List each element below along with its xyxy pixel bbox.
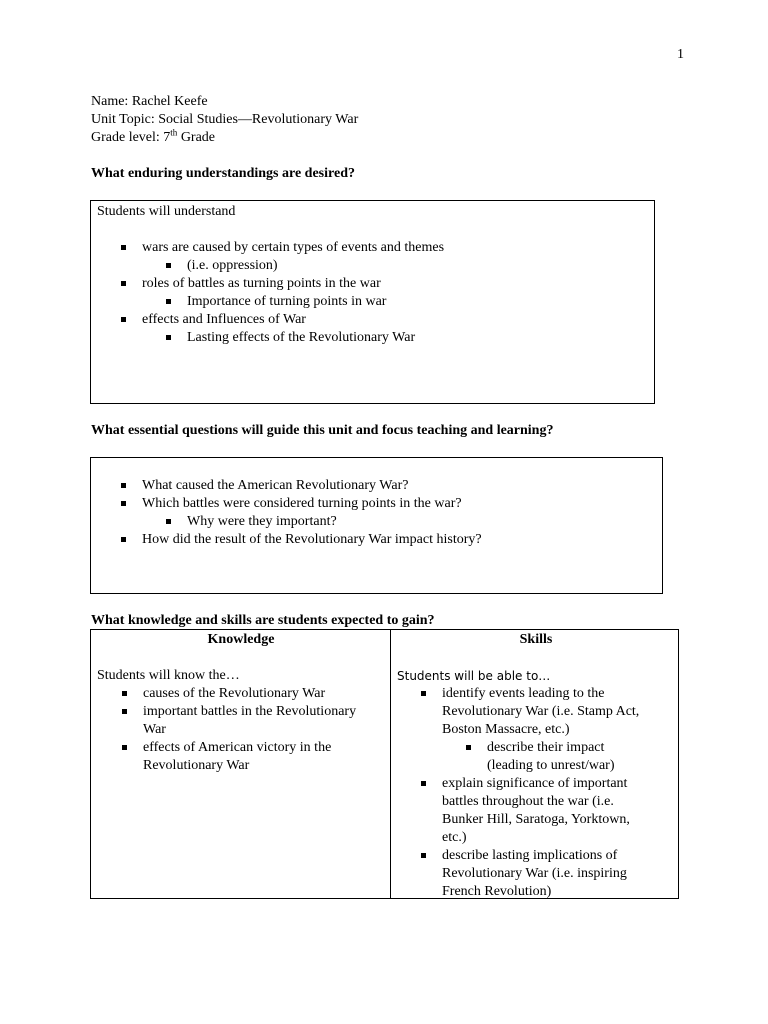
list-item: explain significance of important battles throughout the war (i.e. Bunker Hill, Saratoga, Yorktown, etc.) (417, 775, 652, 847)
list-item: wars are caused by certain types of events and themes (117, 239, 654, 257)
knowledge-skills-heading: What knowledge and skills are students expected to gain? (91, 613, 435, 628)
list-item: effects of American victory in the Revolutionary War (118, 739, 368, 775)
list-item: effects and Influences of War (117, 311, 654, 329)
grade-suffix: Grade (177, 130, 216, 145)
grade-prefix: Grade level: 7 (91, 130, 171, 145)
column-divider (390, 630, 391, 898)
list-item: causes of the Revolutionary War (118, 685, 368, 703)
list-item: important battles in the Revolutionary War (118, 703, 368, 739)
questions-heading: What essential questions will guide this unit and focus teaching and learning? (91, 423, 554, 438)
understandings-heading: What enduring understandings are desired? (91, 166, 355, 181)
list-item: (i.e. oppression) (162, 257, 654, 275)
list-item: Why were they important? (162, 513, 662, 531)
understandings-box (90, 200, 655, 404)
knowledge-intro: Students will know the… (97, 668, 240, 683)
questions-list (117, 477, 662, 549)
knowledge-column (97, 631, 385, 775)
list-item: roles of battles as turning points in the war (117, 275, 654, 293)
document-header (91, 93, 358, 147)
page-number: 1 (677, 47, 684, 62)
grade-level-line (91, 129, 358, 147)
list-item: identify events leading to the Revolutionary War (i.e. Stamp Act, Boston Massacre, etc.) (417, 685, 652, 739)
list-item: describe lasting implications of Revolutionary War (i.e. inspiring French Revolution) (417, 847, 652, 901)
skills-intro: Students will be able to… (397, 669, 551, 683)
grade-superscript: th (170, 127, 178, 138)
knowledge-skills-table (90, 629, 679, 899)
list-item: describe their impact (leading to unrest/war) (462, 739, 650, 775)
list-item: Which battles were considered turning points in the war? (117, 495, 662, 513)
questions-box (90, 457, 663, 594)
skills-column (397, 631, 675, 901)
list-item: What caused the American Revolutionary War? (117, 477, 662, 495)
name-line: Name: Rachel Keefe (91, 94, 208, 109)
understandings-intro: Students will understand (97, 204, 236, 219)
skills-title: Skills (519, 632, 553, 647)
knowledge-list (118, 685, 368, 775)
knowledge-title: Knowledge (207, 632, 275, 647)
list-item: Importance of turning points in war (162, 293, 654, 311)
unit-topic-line: Unit Topic: Social Studies—Revolutionary War (91, 112, 359, 127)
understandings-list (117, 239, 654, 347)
list-item: How did the result of the Revolutionary War impact history? (117, 531, 662, 549)
list-item: Lasting effects of the Revolutionary War (162, 329, 654, 347)
skills-list (417, 685, 675, 901)
